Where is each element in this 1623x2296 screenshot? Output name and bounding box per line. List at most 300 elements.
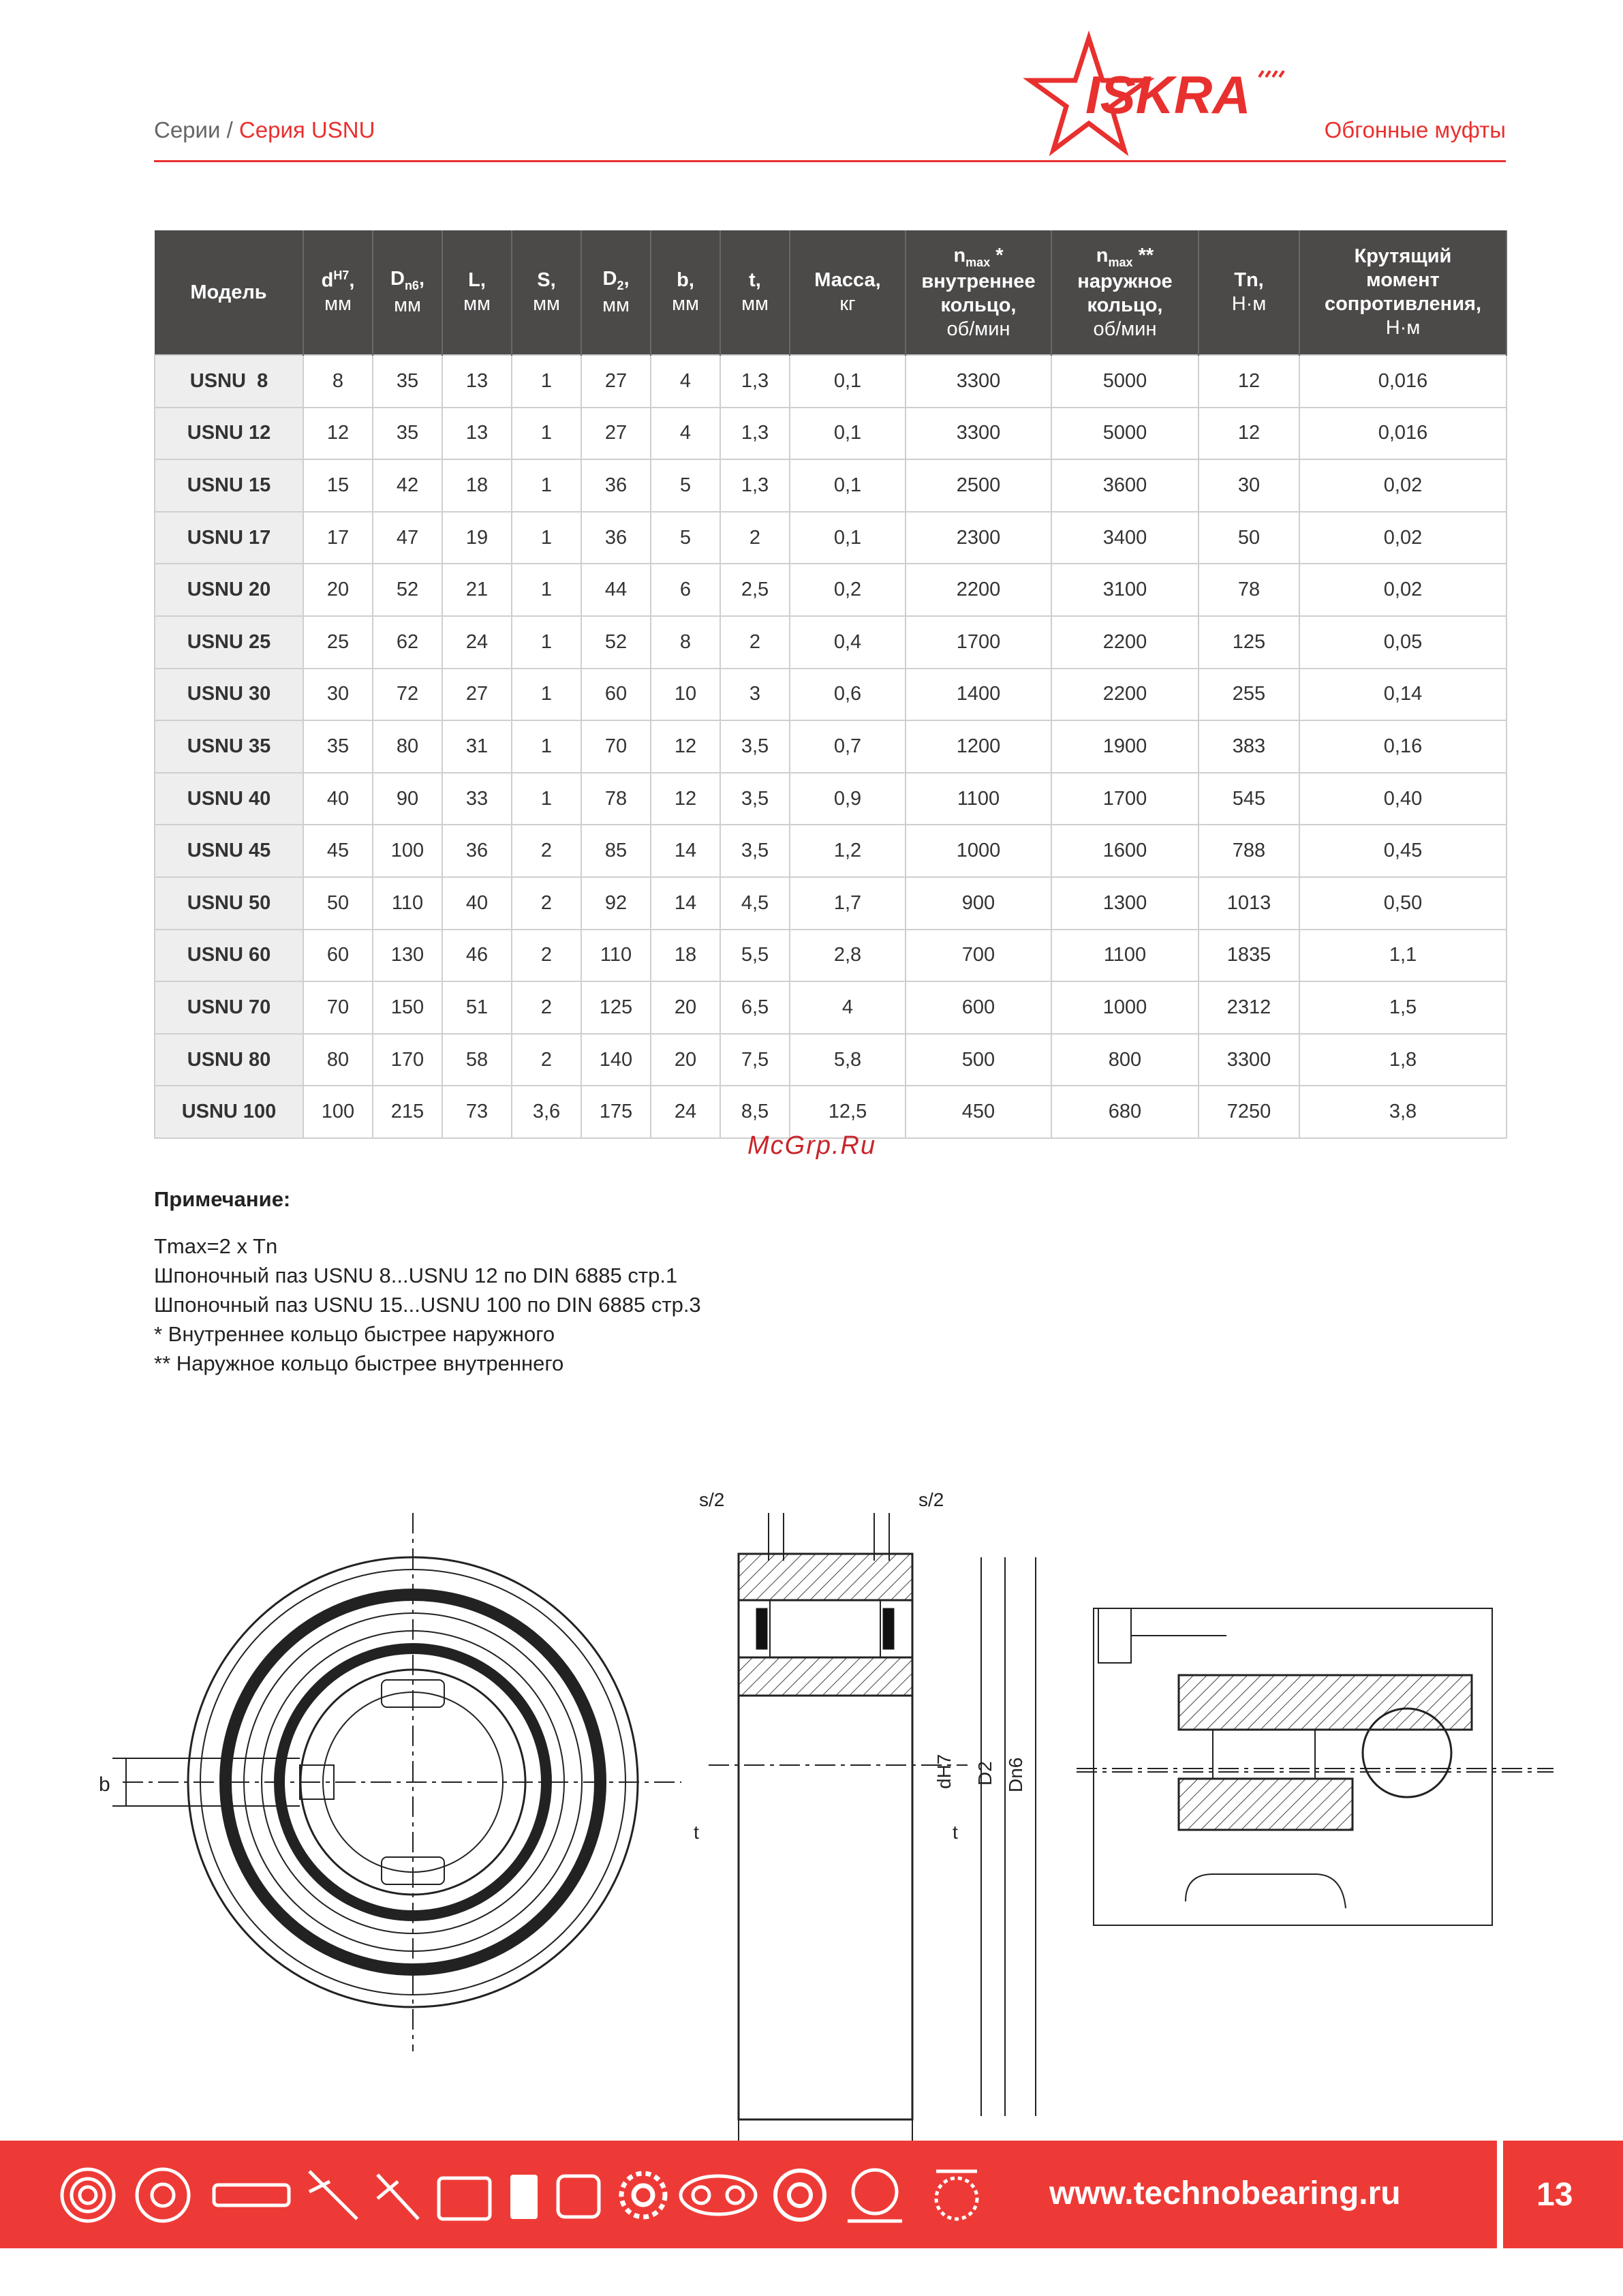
column-header-line: кольцо, xyxy=(940,294,1017,316)
table-cell: 1 xyxy=(512,355,581,408)
table-cell: 2,5 xyxy=(720,564,790,616)
table-cell: 1900 xyxy=(1051,720,1199,773)
table-cell: 150 xyxy=(373,981,442,1034)
table-cell: 4 xyxy=(651,408,720,460)
table-row xyxy=(155,564,1506,616)
table-cell: 1000 xyxy=(1051,981,1199,1034)
page-number: 13 xyxy=(1536,2177,1573,2213)
table-row xyxy=(155,408,1506,460)
table-cell: 35 xyxy=(373,355,442,408)
section-view xyxy=(709,1513,1036,2160)
table-cell: 70 xyxy=(303,981,373,1034)
note-line: Tmax=2 x Tn xyxy=(154,1234,278,1258)
table-cell: 2,8 xyxy=(790,930,906,982)
table-cell: 20 xyxy=(651,981,720,1034)
tool-icon[interactable] xyxy=(377,2175,418,2219)
table-cell: 2 xyxy=(512,825,581,877)
table-cell: 8 xyxy=(651,616,720,669)
table-cell: 4 xyxy=(651,355,720,408)
table-cell: 14 xyxy=(651,825,720,877)
dim-dn6-label: Dn6 xyxy=(1005,1757,1026,1792)
table-cell: 900 xyxy=(906,877,1051,930)
column-header-line: внутреннее xyxy=(921,271,1036,292)
column-header-sub: max xyxy=(965,255,991,269)
table-cell: 21 xyxy=(442,564,512,616)
table-cell: 255 xyxy=(1199,669,1299,721)
table-cell: 5,8 xyxy=(790,1034,906,1086)
table-cell: 35 xyxy=(373,408,442,460)
table-cell: 14 xyxy=(651,877,720,930)
front-view xyxy=(112,1513,681,2051)
table-cell: 3100 xyxy=(1051,564,1199,616)
table-cell: 73 xyxy=(442,1086,512,1138)
table-cell: 450 xyxy=(906,1086,1051,1138)
column-header-unit: мм xyxy=(672,293,699,315)
table-row xyxy=(155,877,1506,930)
table-cell: 80 xyxy=(373,720,442,773)
page-header xyxy=(154,0,1506,164)
dim-t-right-label: t xyxy=(953,1822,958,1843)
column-header-unit: мм xyxy=(394,294,421,316)
table-cell: 3300 xyxy=(906,408,1051,460)
table-cell: 1,3 xyxy=(720,355,790,408)
column-header-label: t, xyxy=(749,269,761,292)
table-cell: 33 xyxy=(442,773,512,825)
table-row xyxy=(155,1034,1506,1086)
table-cell: 1100 xyxy=(906,773,1051,825)
table-cell: 52 xyxy=(373,564,442,616)
table-cell: 175 xyxy=(581,1086,651,1138)
dim-b-label: b xyxy=(99,1773,110,1796)
table-cell: 6,5 xyxy=(720,981,790,1034)
table-cell: 5000 xyxy=(1051,408,1199,460)
table-cell: 27 xyxy=(581,408,651,460)
section-title: Обгонные муфты xyxy=(1324,117,1506,142)
column-header-label: n xyxy=(1096,244,1109,266)
notes-block xyxy=(154,1184,701,1378)
table-cell: 680 xyxy=(1051,1086,1199,1138)
column-header-line: момент xyxy=(1366,269,1440,292)
column-header xyxy=(581,230,651,355)
table-cell: 35 xyxy=(303,720,373,773)
column-header-line: наружное xyxy=(1077,271,1173,292)
note-line: Шпоночный паз USNU 8...USNU 12 по DIN 6885 стр.1 xyxy=(154,1264,678,1287)
table-cell: 62 xyxy=(373,616,442,669)
dim-s2-left-label: s/2 xyxy=(699,1489,725,1510)
table-cell: 12,5 xyxy=(790,1086,906,1138)
table-cell: 18 xyxy=(651,930,720,982)
table-cell: 800 xyxy=(1051,1034,1199,1086)
table-cell: 1000 xyxy=(906,825,1051,877)
table-row xyxy=(155,512,1506,564)
model-cell: USNU 100 xyxy=(155,1086,303,1138)
table-cell: 130 xyxy=(373,930,442,982)
column-header-tail: , xyxy=(418,268,425,290)
spec-table xyxy=(154,230,1507,1139)
table-body xyxy=(155,355,1506,1138)
model-cell: USNU 80 xyxy=(155,1034,303,1086)
table-cell: 78 xyxy=(1199,564,1299,616)
column-header-sub: n6 xyxy=(404,279,419,293)
table-cell: 0,45 xyxy=(1299,825,1506,877)
column-header xyxy=(373,230,442,355)
table-cell: 3400 xyxy=(1051,512,1199,564)
column-header-unit: об/мин xyxy=(1093,318,1157,340)
breadcrumb-root[interactable]: Серии / xyxy=(154,117,233,142)
table-cell: 3,8 xyxy=(1299,1086,1506,1138)
bushing-icon[interactable] xyxy=(558,2176,599,2217)
table-cell: 1 xyxy=(512,669,581,721)
table-cell: 52 xyxy=(581,616,651,669)
table-cell: 90 xyxy=(373,773,442,825)
column-header-unit: мм xyxy=(602,294,630,316)
table-cell: 3300 xyxy=(1199,1034,1299,1086)
column-header-unit: кг xyxy=(839,293,856,315)
table-cell: 2 xyxy=(512,877,581,930)
breadcrumb xyxy=(154,117,375,143)
table-cell: 3,5 xyxy=(720,825,790,877)
caliper-icon[interactable] xyxy=(309,2171,357,2219)
table-cell: 36 xyxy=(581,459,651,512)
table-cell: 30 xyxy=(1199,459,1299,512)
table-cell: 2200 xyxy=(1051,616,1199,669)
ball-bearing-icon[interactable] xyxy=(137,2169,189,2221)
table-cell: 140 xyxy=(581,1034,651,1086)
table-cell: 2312 xyxy=(1199,981,1299,1034)
table-cell: 100 xyxy=(373,825,442,877)
table-cell: 3600 xyxy=(1051,459,1199,512)
ring-bearing-icon[interactable] xyxy=(775,2171,824,2220)
table-cell: 12 xyxy=(1199,408,1299,460)
column-header-sub: 2 xyxy=(617,279,624,293)
table-header-row xyxy=(155,230,1506,355)
column-header xyxy=(155,230,303,355)
installation-view xyxy=(1077,1608,1554,1925)
pulley-icon[interactable] xyxy=(848,2170,902,2221)
breadcrumb-current[interactable]: Серия USNU xyxy=(238,117,375,142)
table-cell: 8 xyxy=(303,355,373,408)
table-cell: 17 xyxy=(303,512,373,564)
table-cell: 20 xyxy=(651,1034,720,1086)
table-cell: 20 xyxy=(303,564,373,616)
column-header xyxy=(790,230,906,355)
column-header xyxy=(303,230,373,355)
watermark: McGrp.Ru xyxy=(747,1131,877,1160)
table-cell: 31 xyxy=(442,720,512,773)
table-cell: 1100 xyxy=(1051,930,1199,982)
table-cell: 19 xyxy=(442,512,512,564)
table-cell: 78 xyxy=(581,773,651,825)
housing-icon[interactable] xyxy=(439,2178,490,2219)
table-cell: 0,2 xyxy=(790,564,906,616)
pillow-block-icon[interactable] xyxy=(510,2175,538,2219)
model-cell: USNU 30 xyxy=(155,669,303,721)
note-line: * Внутреннее кольцо быстрее наружного xyxy=(154,1322,555,1346)
note-line: Шпоночный паз USNU 15...USNU 100 по DIN 6885 стр.3 xyxy=(154,1293,701,1317)
table-cell: 40 xyxy=(303,773,373,825)
table-cell: 1 xyxy=(512,512,581,564)
table-cell: 3 xyxy=(720,669,790,721)
table-cell: 500 xyxy=(906,1034,1051,1086)
column-header-label: Модель xyxy=(190,281,267,303)
table-cell: 6 xyxy=(651,564,720,616)
table-cell: 5000 xyxy=(1051,355,1199,408)
column-header-label: L, xyxy=(468,269,486,292)
column-header xyxy=(1199,230,1299,355)
table-cell: 0,1 xyxy=(790,355,906,408)
table-cell: 5 xyxy=(651,512,720,564)
table-cell: 1700 xyxy=(1051,773,1199,825)
table-cell: 50 xyxy=(1199,512,1299,564)
table-cell: 1,3 xyxy=(720,459,790,512)
table-cell: 12 xyxy=(1199,355,1299,408)
table-cell: 0,4 xyxy=(790,616,906,669)
table-cell: 25 xyxy=(303,616,373,669)
column-header-label: d xyxy=(321,269,334,292)
table-cell: 1835 xyxy=(1199,930,1299,982)
table-cell: 1 xyxy=(512,408,581,460)
table-cell: 0,14 xyxy=(1299,669,1506,721)
table-cell: 13 xyxy=(442,355,512,408)
table-cell: 2200 xyxy=(906,564,1051,616)
table-cell: 85 xyxy=(581,825,651,877)
model-cell: USNU 70 xyxy=(155,981,303,1034)
table-cell: 8,5 xyxy=(720,1086,790,1138)
column-header-tail: , xyxy=(623,268,630,290)
column-header xyxy=(512,230,581,355)
table-cell: 215 xyxy=(373,1086,442,1138)
table-cell: 0,6 xyxy=(790,669,906,721)
table-cell: 1 xyxy=(512,616,581,669)
footer xyxy=(0,2141,1623,2248)
table-cell: 44 xyxy=(581,564,651,616)
table-cell: 15 xyxy=(303,459,373,512)
table-cell: 27 xyxy=(581,355,651,408)
table-cell: 2 xyxy=(720,512,790,564)
column-header-unit: об/мин xyxy=(946,318,1010,340)
table-cell: 4 xyxy=(790,981,906,1034)
table-cell: 1300 xyxy=(1051,877,1199,930)
column-header-label: n xyxy=(953,244,966,266)
table-cell: 60 xyxy=(581,669,651,721)
table-cell: 0,7 xyxy=(790,720,906,773)
table-cell: 4,5 xyxy=(720,877,790,930)
header-divider xyxy=(154,160,1506,162)
table-cell: 2 xyxy=(512,930,581,982)
table-cell: 1,1 xyxy=(1299,930,1506,982)
table-cell: 3,5 xyxy=(720,720,790,773)
column-header xyxy=(906,230,1051,355)
column-header-tail: * xyxy=(990,244,1004,266)
table-row xyxy=(155,459,1506,512)
column-header-label: b, xyxy=(677,269,694,292)
table-row xyxy=(155,825,1506,877)
table-cell: 3300 xyxy=(906,355,1051,408)
column-header-label: D xyxy=(602,268,617,290)
table-cell: 0,02 xyxy=(1299,564,1506,616)
table-cell: 1,7 xyxy=(790,877,906,930)
table-cell: 10 xyxy=(651,669,720,721)
table-cell: 1,2 xyxy=(790,825,906,877)
column-header-label: Крутящий xyxy=(1354,245,1452,268)
table-row xyxy=(155,720,1506,773)
table-cell: 170 xyxy=(373,1034,442,1086)
gear-icon[interactable] xyxy=(621,2173,665,2217)
table-cell: 788 xyxy=(1199,825,1299,877)
bottom-margin xyxy=(0,2248,1623,2296)
note-line: ** Наружное кольцо быстрее внутреннего xyxy=(154,1351,564,1375)
table-cell: 100 xyxy=(303,1086,373,1138)
model-cell: USNU 12 xyxy=(155,408,303,460)
table-cell: 5 xyxy=(651,459,720,512)
column-header-unit: мм xyxy=(324,293,352,316)
table-cell: 12 xyxy=(651,773,720,825)
model-cell: USNU 25 xyxy=(155,616,303,669)
table-cell: 2 xyxy=(512,1034,581,1086)
table-cell: 0,1 xyxy=(790,512,906,564)
dim-dh7-label: dH7 xyxy=(933,1754,955,1789)
table-cell: 0,40 xyxy=(1299,773,1506,825)
table-row xyxy=(155,773,1506,825)
table-cell: 1 xyxy=(512,773,581,825)
table-cell: 545 xyxy=(1199,773,1299,825)
table-cell: 2500 xyxy=(906,459,1051,512)
logo-text: ISKRA xyxy=(1085,65,1251,125)
model-cell: USNU 40 xyxy=(155,773,303,825)
table-cell: 70 xyxy=(581,720,651,773)
table-cell: 60 xyxy=(303,930,373,982)
column-header xyxy=(442,230,512,355)
table-cell: 3,5 xyxy=(720,773,790,825)
table-cell: 0,50 xyxy=(1299,877,1506,930)
table-cell: 0,05 xyxy=(1299,616,1506,669)
table-cell: 110 xyxy=(373,877,442,930)
column-header-unit: мм xyxy=(533,293,560,315)
website-link[interactable]: www.technobearing.ru xyxy=(1049,2175,1401,2211)
table-cell: 1600 xyxy=(1051,825,1199,877)
footer-icons xyxy=(57,2161,998,2229)
table-cell: 110 xyxy=(581,930,651,982)
bearing-icon[interactable] xyxy=(62,2169,114,2221)
column-header xyxy=(651,230,720,355)
dim-d2-label: D2 xyxy=(974,1761,995,1786)
column-header-unit: Н·м xyxy=(1231,293,1267,315)
table-cell: 27 xyxy=(442,669,512,721)
table-cell: 72 xyxy=(373,669,442,721)
model-cell: USNU 45 xyxy=(155,825,303,877)
table-cell: 58 xyxy=(442,1034,512,1086)
column-header-sub: max xyxy=(1108,255,1133,269)
table-cell: 383 xyxy=(1199,720,1299,773)
table-cell: 36 xyxy=(442,825,512,877)
table-cell: 700 xyxy=(906,930,1051,982)
table-cell: 125 xyxy=(1199,616,1299,669)
table-cell: 125 xyxy=(581,981,651,1034)
footer-divider xyxy=(1497,2141,1503,2248)
table-cell: 51 xyxy=(442,981,512,1034)
dim-t-left-label: t xyxy=(694,1822,699,1843)
table-row xyxy=(155,981,1506,1034)
table-cell: 7,5 xyxy=(720,1034,790,1086)
table-cell: 3,6 xyxy=(512,1086,581,1138)
table-cell: 12 xyxy=(651,720,720,773)
table-cell: 1 xyxy=(512,459,581,512)
technical-drawing xyxy=(0,1465,1623,2079)
column-header-unit: мм xyxy=(741,293,769,315)
table-cell: 0,02 xyxy=(1299,512,1506,564)
table-row xyxy=(155,669,1506,721)
table-cell: 1,3 xyxy=(720,408,790,460)
notes-title: Примечание: xyxy=(154,1187,291,1211)
table-cell: 45 xyxy=(303,825,373,877)
table-cell: 600 xyxy=(906,981,1051,1034)
table-cell: 1 xyxy=(512,564,581,616)
model-cell: USNU 8 xyxy=(155,355,303,408)
table-row xyxy=(155,1086,1506,1138)
table-cell: 47 xyxy=(373,512,442,564)
table-cell: 5,5 xyxy=(720,930,790,982)
column-header-unit: Н·м xyxy=(1385,316,1421,339)
table-cell: 0,1 xyxy=(790,408,906,460)
column-header-label: D xyxy=(390,268,405,290)
table-cell: 80 xyxy=(303,1034,373,1086)
table-cell: 0,02 xyxy=(1299,459,1506,512)
table-cell: 36 xyxy=(581,512,651,564)
table-cell: 2300 xyxy=(906,512,1051,564)
table-cell: 0,016 xyxy=(1299,355,1506,408)
column-header-tail: ** xyxy=(1132,244,1154,266)
column-header xyxy=(720,230,790,355)
table-cell: 46 xyxy=(442,930,512,982)
model-cell: USNU 35 xyxy=(155,720,303,773)
table-cell: 0,16 xyxy=(1299,720,1506,773)
model-cell: USNU 17 xyxy=(155,512,303,564)
table-row xyxy=(155,355,1506,408)
column-header xyxy=(1051,230,1199,355)
column-header-label: Масса, xyxy=(814,269,881,292)
gear-rack-icon[interactable] xyxy=(936,2171,977,2219)
table-cell: 0,1 xyxy=(790,459,906,512)
table-cell: 7250 xyxy=(1199,1086,1299,1138)
table-cell: 13 xyxy=(442,408,512,460)
table-cell: 1,5 xyxy=(1299,981,1506,1034)
table-cell: 1700 xyxy=(906,616,1051,669)
table-cell: 18 xyxy=(442,459,512,512)
table-cell: 1 xyxy=(512,720,581,773)
column-header-line: сопротивления, xyxy=(1324,293,1482,315)
table-cell: 12 xyxy=(303,408,373,460)
table-cell: 2 xyxy=(512,981,581,1034)
model-cell: USNU 50 xyxy=(155,877,303,930)
model-cell: USNU 15 xyxy=(155,459,303,512)
column-header-tail: , xyxy=(349,269,355,292)
table-cell: 1400 xyxy=(906,669,1051,721)
table-cell: 24 xyxy=(442,616,512,669)
table-cell: 42 xyxy=(373,459,442,512)
chain-icon[interactable] xyxy=(681,2176,756,2214)
table-cell: 40 xyxy=(442,877,512,930)
table-cell: 1,8 xyxy=(1299,1034,1506,1086)
column-header-label: Tn, xyxy=(1234,269,1264,292)
table-cell: 50 xyxy=(303,877,373,930)
table-cell: 0,016 xyxy=(1299,408,1506,460)
table-cell: 0,9 xyxy=(790,773,906,825)
dim-s2-right-label: s/2 xyxy=(918,1489,944,1510)
table-cell: 30 xyxy=(303,669,373,721)
table-cell: 92 xyxy=(581,877,651,930)
linear-guide-icon[interactable] xyxy=(214,2185,289,2205)
column-header-sup: H7 xyxy=(333,268,350,282)
